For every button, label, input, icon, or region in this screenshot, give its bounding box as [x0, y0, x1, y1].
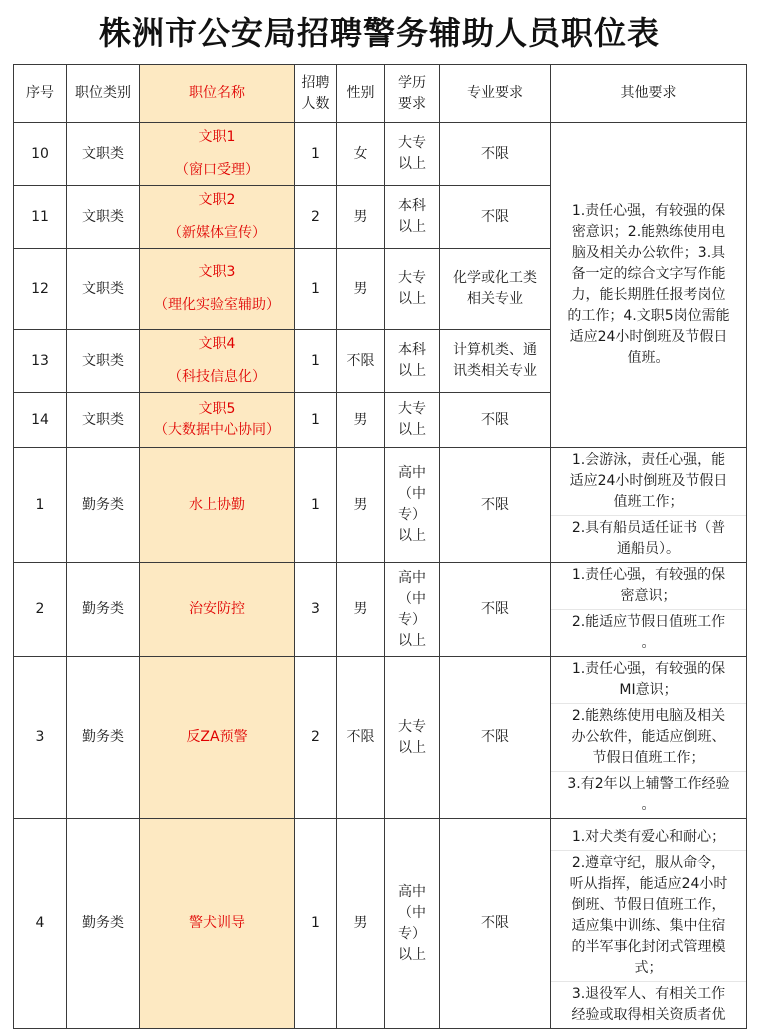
- major-line: 不限: [481, 208, 509, 225]
- position-cell: [140, 448, 295, 563]
- major-line: 不限: [481, 411, 509, 428]
- position-name: 治安防控: [189, 601, 245, 617]
- header-education-line: 学历: [398, 74, 426, 91]
- education-cell: [385, 657, 440, 819]
- requirement-line: 2.遵章守纪，服从命令，: [571, 855, 726, 871]
- requirement-line: 办公软件，能适应倒班、: [571, 729, 726, 745]
- education-cell: [385, 123, 440, 186]
- major-cell: [440, 563, 551, 657]
- position-name: 水上协勤: [189, 496, 245, 513]
- position-cell: [140, 249, 295, 330]
- requirement-line: 的工作；4.文职5岗位需能: [567, 308, 730, 324]
- education-line: （中: [398, 590, 426, 607]
- other-requirements: [551, 819, 747, 1029]
- header-category: 职位类别: [67, 65, 140, 123]
- position-cell: [140, 563, 295, 657]
- major-cell: [440, 123, 551, 186]
- position-name: 文职1: [198, 129, 236, 145]
- requirement-line: 通船员）。: [617, 541, 680, 557]
- major-line: 计算机类、通: [453, 342, 537, 358]
- category-cell: 文职类: [67, 393, 140, 448]
- requirement-line: 节假日值班工作；: [592, 750, 705, 766]
- gender-cell: 男: [337, 393, 385, 448]
- requirement-item: [551, 516, 746, 562]
- gender-cell: 女: [337, 123, 385, 186]
- position-cell: [140, 657, 295, 819]
- seq-cell: 1: [14, 448, 67, 563]
- seq-cell: 13: [14, 330, 67, 393]
- education-cell: [385, 393, 440, 448]
- requirement-line: 1.责任心强，有较强的保: [571, 567, 726, 583]
- header-gender: 性别: [337, 65, 385, 123]
- education-line: 以上: [398, 739, 426, 756]
- requirement-line: 式；: [634, 960, 663, 976]
- education-cell: [385, 330, 440, 393]
- major-line: 不限: [481, 145, 509, 162]
- count-cell: 2: [295, 657, 337, 819]
- education-line: 以上: [398, 632, 426, 649]
- major-cell: [440, 249, 551, 330]
- education-line: 高中: [398, 465, 426, 481]
- education-line: 专）: [398, 507, 426, 523]
- position-detail: （大数据中心协同）: [154, 422, 280, 438]
- requirement-line: 值班。: [627, 350, 670, 366]
- seq-cell: 3: [14, 657, 67, 819]
- requirement-item: [551, 772, 746, 818]
- education-cell: [385, 819, 440, 1029]
- major-line: 不限: [481, 729, 509, 745]
- header-major: 专业要求: [440, 65, 551, 123]
- education-line: 本科: [398, 198, 426, 214]
- requirement-line: 2.能适应节假日值班工作: [571, 614, 726, 630]
- education-line: 大专: [398, 135, 426, 151]
- requirement-item: [551, 657, 746, 704]
- table-row: [14, 123, 747, 186]
- table-row: [14, 448, 747, 563]
- table-row: [14, 657, 747, 819]
- position-name: 文职2: [198, 192, 236, 208]
- count-cell: 1: [295, 330, 337, 393]
- requirement-line: 值班工作；: [613, 494, 684, 510]
- header-count-line: 人数: [301, 95, 330, 112]
- position-name: 文职3: [198, 264, 236, 280]
- major-cell: [440, 393, 551, 448]
- education-cell: [385, 448, 440, 563]
- major-line: 不限: [481, 601, 509, 617]
- major-line: 不限: [481, 915, 509, 931]
- count-cell: 1: [295, 819, 337, 1029]
- requirement-line: 。: [641, 797, 656, 813]
- gender-cell: 男: [337, 186, 385, 249]
- count-cell: 1: [295, 448, 337, 563]
- requirement-line: 备一定的综合文字写作能: [571, 266, 726, 282]
- gender-cell: 男: [337, 448, 385, 563]
- education-line: 以上: [398, 156, 426, 172]
- header-seq: 序号: [14, 65, 67, 123]
- education-line: 大专: [398, 401, 426, 417]
- requirement-item: [551, 851, 746, 982]
- category-cell: 文职类: [67, 249, 140, 330]
- education-line: 专）: [398, 611, 426, 628]
- education-cell: [385, 249, 440, 330]
- requirement-line: 脑及相关办公软件；3.具: [571, 245, 726, 261]
- requirement-line: 经验或取得相关资质者优: [571, 1007, 726, 1023]
- header-education: [385, 65, 440, 123]
- requirement-item: [551, 563, 746, 610]
- position-gap: [140, 148, 294, 160]
- position-table: [13, 64, 747, 1029]
- position-detail: （新媒体宣传）: [168, 225, 266, 241]
- position-gap: [140, 211, 294, 223]
- header-position: 职位名称: [140, 65, 295, 123]
- gender-cell: 男: [337, 819, 385, 1029]
- category-cell: 勤务类: [67, 819, 140, 1029]
- table-row: [14, 563, 747, 657]
- requirement-line: 适应集中训练、集中住宿: [571, 918, 726, 934]
- requirement-line: 3.有2年以上辅警工作经验: [567, 776, 730, 792]
- requirement-line: 1.会游泳，责任心强，能: [571, 452, 726, 468]
- requirement-line: 密意识；: [620, 588, 677, 604]
- table-row: [14, 819, 747, 1029]
- position-name: 文职5: [198, 401, 236, 417]
- education-line: 高中: [398, 883, 426, 900]
- education-cell: [385, 186, 440, 249]
- category-cell: 文职类: [67, 330, 140, 393]
- requirement-line: 2.能熟练使用电脑及相关: [571, 708, 726, 724]
- position-detail: （理化实验室辅助）: [154, 297, 280, 313]
- gender-cell: 不限: [337, 657, 385, 819]
- header-count-line: 招聘: [301, 74, 330, 91]
- education-line: （中: [398, 904, 426, 921]
- position-gap: [140, 355, 294, 367]
- seq-cell: 14: [14, 393, 67, 448]
- education-line: 大专: [398, 718, 426, 735]
- education-line: 高中: [398, 569, 426, 586]
- count-cell: 1: [295, 393, 337, 448]
- position-name: 反ZA预警: [186, 729, 248, 745]
- major-line: 相关专业: [467, 291, 523, 307]
- position-cell: [140, 186, 295, 249]
- requirement-line: MI意识；: [619, 682, 678, 698]
- seq-cell: 10: [14, 123, 67, 186]
- major-cell: [440, 819, 551, 1029]
- category-cell: 勤务类: [67, 448, 140, 563]
- shared-other-requirements: [551, 123, 747, 448]
- major-line: 化学或化工类: [453, 270, 537, 286]
- gender-cell: 男: [337, 249, 385, 330]
- education-line: 大专: [398, 270, 426, 286]
- requirement-item: [551, 825, 746, 851]
- requirement-line: 适应24小时倒班及节假日: [569, 473, 728, 489]
- count-cell: 3: [295, 563, 337, 657]
- count-cell: 1: [295, 249, 337, 330]
- requirement-line: 密意识；2.能熟练使用电: [571, 224, 726, 240]
- education-line: 以上: [398, 528, 426, 544]
- seq-cell: 12: [14, 249, 67, 330]
- major-cell: [440, 448, 551, 563]
- requirement-item: [551, 982, 746, 1028]
- category-cell: 勤务类: [67, 657, 140, 819]
- education-line: 以上: [398, 422, 426, 438]
- education-line: 专）: [398, 925, 426, 942]
- count-cell: 2: [295, 186, 337, 249]
- other-requirements: [551, 657, 747, 819]
- other-requirements: [551, 563, 747, 657]
- education-line: 以上: [398, 363, 426, 379]
- education-line: 以上: [398, 291, 426, 307]
- education-line: 以上: [398, 219, 426, 235]
- position-detail: （窗口受理）: [175, 162, 259, 178]
- header-count: [295, 65, 337, 123]
- education-line: （中: [398, 486, 426, 502]
- education-cell: [385, 563, 440, 657]
- requirement-line: 倒班、节假日值班工作，: [571, 897, 726, 913]
- position-cell: [140, 819, 295, 1029]
- major-line: 不限: [481, 496, 509, 513]
- major-cell: [440, 657, 551, 819]
- education-line: 本科: [398, 342, 426, 358]
- header-row: [14, 65, 747, 123]
- category-cell: 勤务类: [67, 563, 140, 657]
- requirement-line: 1.责任心强，有较强的保: [571, 661, 726, 677]
- major-cell: [440, 186, 551, 249]
- other-requirements: [551, 448, 747, 563]
- position-name: 文职4: [198, 336, 236, 352]
- header-other: 其他要求: [551, 65, 747, 123]
- position-gap: [140, 283, 294, 295]
- requirement-line: 3.退役军人、有相关工作: [571, 986, 726, 1002]
- requirement-line: 力，能长期胜任报考岗位: [571, 287, 726, 303]
- count-cell: 1: [295, 123, 337, 186]
- major-line: 讯类相关专业: [453, 363, 537, 379]
- category-cell: 文职类: [67, 123, 140, 186]
- requirement-line: 1.责任心强，有较强的保: [571, 203, 726, 219]
- education-line: 以上: [398, 946, 426, 963]
- requirement-item: [551, 704, 746, 772]
- gender-cell: 不限: [337, 330, 385, 393]
- page-title: 株洲市公安局招聘警务辅助人员职位表: [98, 14, 660, 52]
- requirement-line: 2.具有船员适任证书（普: [571, 520, 726, 536]
- major-cell: [440, 330, 551, 393]
- requirement-line: 适应24小时倒班及节假日: [569, 329, 728, 345]
- position-cell: [140, 393, 295, 448]
- requirement-line: 1.对犬类有爱心和耐心；: [571, 829, 726, 845]
- seq-cell: 2: [14, 563, 67, 657]
- position-detail: （科技信息化）: [168, 369, 266, 385]
- position-cell: [140, 330, 295, 393]
- header-education-line: 要求: [398, 95, 426, 112]
- category-cell: 文职类: [67, 186, 140, 249]
- gender-cell: 男: [337, 563, 385, 657]
- position-cell: [140, 123, 295, 186]
- seq-cell: 4: [14, 819, 67, 1029]
- requirement-item: [551, 448, 746, 516]
- requirement-line: 。: [641, 635, 656, 651]
- requirement-item: [551, 610, 746, 656]
- requirement-line: 的半军事化封闭式管理模: [571, 939, 726, 955]
- requirement-line: 听从指挥，能适应24小时: [569, 876, 728, 892]
- position-name: 警犬训导: [189, 915, 245, 931]
- seq-cell: 11: [14, 186, 67, 249]
